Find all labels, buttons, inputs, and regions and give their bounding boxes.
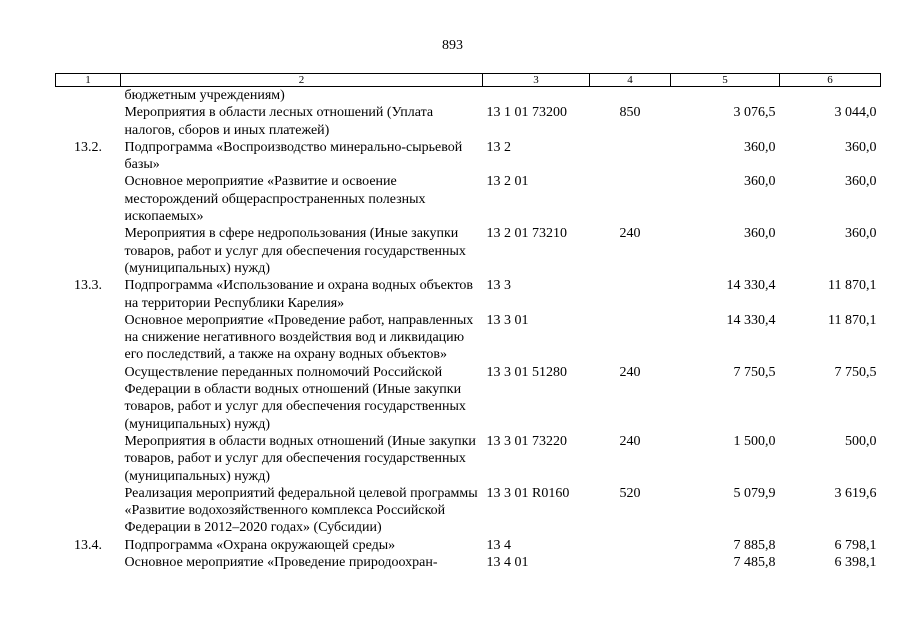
table-row	[56, 433, 881, 485]
row-number: 13.2.	[74, 139, 102, 155]
row-name: бюджетным учреждениям)	[124, 88, 285, 103]
row-amount-1: 7 750,5	[733, 364, 776, 380]
row-name: Мероприятия в области водных отношений (Иные закупки товаров, работ и услуг для обеспечения государственных (муниципальных) нужд)	[124, 433, 476, 484]
row-code: 13 1 01 73200	[486, 105, 567, 121]
row-code: 13 3 01 73220	[486, 433, 567, 449]
row-expense-type: 850	[619, 105, 641, 121]
row-code: 13 4	[486, 537, 511, 553]
table-row	[56, 173, 881, 225]
header-col-2: 2	[121, 74, 483, 87]
row-code	[483, 87, 590, 105]
row-amount-1: 1 500,0	[733, 433, 776, 449]
row-amount-2: 11 870,1	[828, 312, 877, 328]
row-name: Реализация мероприятий федеральной целевой программы «Развитие водохозяйственного комплекса Российской Федерации в 2012–2020 годах» (Субсидии)	[124, 485, 478, 536]
budget-table	[55, 73, 881, 571]
row-expense-type	[590, 312, 671, 364]
row-amount-1: 360,0	[744, 174, 776, 190]
row-expense-type: 520	[619, 485, 641, 501]
row-amount-2: 6 398,1	[834, 555, 877, 571]
header-col-1: 1	[56, 74, 121, 87]
row-expense-type	[590, 554, 671, 571]
row-amount-2: 500,0	[845, 433, 877, 449]
table-row	[56, 139, 881, 174]
row-expense-type	[590, 537, 671, 554]
row-amount-2: 360,0	[845, 174, 877, 190]
row-name: Основное мероприятие «Развитие и освоение месторождений общераспространенных полезных ископаемых»	[124, 174, 426, 225]
row-number: 13.4.	[74, 537, 102, 553]
table-row	[56, 537, 881, 554]
table-row	[56, 104, 881, 139]
row-code: 13 3 01 51280	[486, 364, 567, 380]
row-code: 13 2 01 73210	[486, 226, 567, 242]
row-expense-type	[590, 173, 671, 225]
table-row	[56, 312, 881, 364]
table-row	[56, 364, 881, 433]
row-name: Осуществление переданных полномочий Российской Федерации в области водных отношений (Иные закупки товаров, работ и услуг для обеспечения государственных (муниципальных) нужд)	[124, 364, 466, 432]
row-number	[56, 104, 121, 139]
header-col-5: 5	[671, 74, 780, 87]
row-expense-type: 240	[619, 433, 641, 449]
row-amount-1: 14 330,4	[726, 312, 776, 328]
table-row	[56, 554, 881, 571]
row-name: Мероприятия в области лесных отношений (Уплата налогов, сборов и иных платежей)	[124, 105, 434, 138]
header-col-6: 6	[780, 74, 881, 87]
row-amount-1: 7 485,8	[733, 555, 776, 571]
row-amount-2: 3 044,0	[834, 105, 877, 121]
row-name: Основное мероприятие «Проведение работ, направленных на снижение негативного воздействия вод и ликвидацию его последствий, а также на охрану водных объектов»	[124, 312, 474, 363]
header-row	[56, 74, 881, 87]
row-amount-2: 360,0	[845, 226, 877, 242]
row-name: Подпрограмма «Воспроизводство минерально-сырьевой базы»	[124, 139, 463, 173]
row-number: 13.3.	[74, 278, 102, 294]
row-amount-1: 7 885,8	[733, 537, 776, 553]
row-amount-1: 360,0	[744, 226, 776, 242]
row-code: 13 2	[486, 139, 511, 155]
header-col-3: 3	[483, 74, 590, 87]
table-row	[56, 277, 881, 312]
row-number	[56, 485, 121, 537]
row-amount-1: 14 330,4	[726, 278, 776, 294]
row-amount-1: 360,0	[744, 139, 776, 155]
row-number	[56, 554, 121, 571]
row-amount-1: 3 076,5	[733, 105, 776, 121]
row-code: 13 4 01	[486, 555, 529, 571]
row-expense-type	[590, 277, 671, 312]
row-number	[56, 364, 121, 433]
row-number	[56, 173, 121, 225]
row-amount-2: 11 870,1	[828, 278, 877, 294]
row-amount-2: 360,0	[845, 139, 877, 155]
row-expense-type: 240	[619, 226, 641, 242]
row-code: 13 3 01	[486, 312, 529, 328]
table-body	[56, 87, 881, 572]
row-number	[56, 312, 121, 364]
row-expense-type: 240	[619, 364, 641, 380]
row-number	[56, 225, 121, 277]
page-number: 893	[442, 38, 463, 53]
row-name: Подпрограмма «Использование и охрана водных объектов на территории Республики Карелия»	[124, 278, 473, 311]
row-name: Подпрограмма «Охрана окружающей среды»	[124, 537, 396, 553]
row-code: 13 3 01 R0160	[486, 485, 570, 501]
row-number	[56, 87, 121, 105]
row-amount-1	[671, 87, 780, 105]
table-row	[56, 225, 881, 277]
row-expense-type	[590, 87, 671, 105]
row-code: 13 3	[486, 278, 511, 294]
row-number	[56, 433, 121, 485]
row-expense-type	[590, 139, 671, 174]
row-name: Мероприятия в сфере недропользования (Иные закупки товаров, работ и услуг для обеспечения государственных (муниципальных) нужд)	[124, 226, 466, 276]
row-name: Основное мероприятие «Проведение природоохран-	[124, 555, 438, 571]
row-amount-2: 3 619,6	[834, 485, 877, 501]
row-amount-2	[780, 87, 881, 105]
table-row	[56, 87, 881, 105]
row-amount-2: 6 798,1	[834, 537, 877, 553]
table-row	[56, 485, 881, 537]
row-amount-1: 5 079,9	[733, 485, 776, 501]
row-amount-2: 7 750,5	[834, 364, 877, 380]
row-code: 13 2 01	[486, 174, 529, 190]
header-col-4: 4	[590, 74, 671, 87]
